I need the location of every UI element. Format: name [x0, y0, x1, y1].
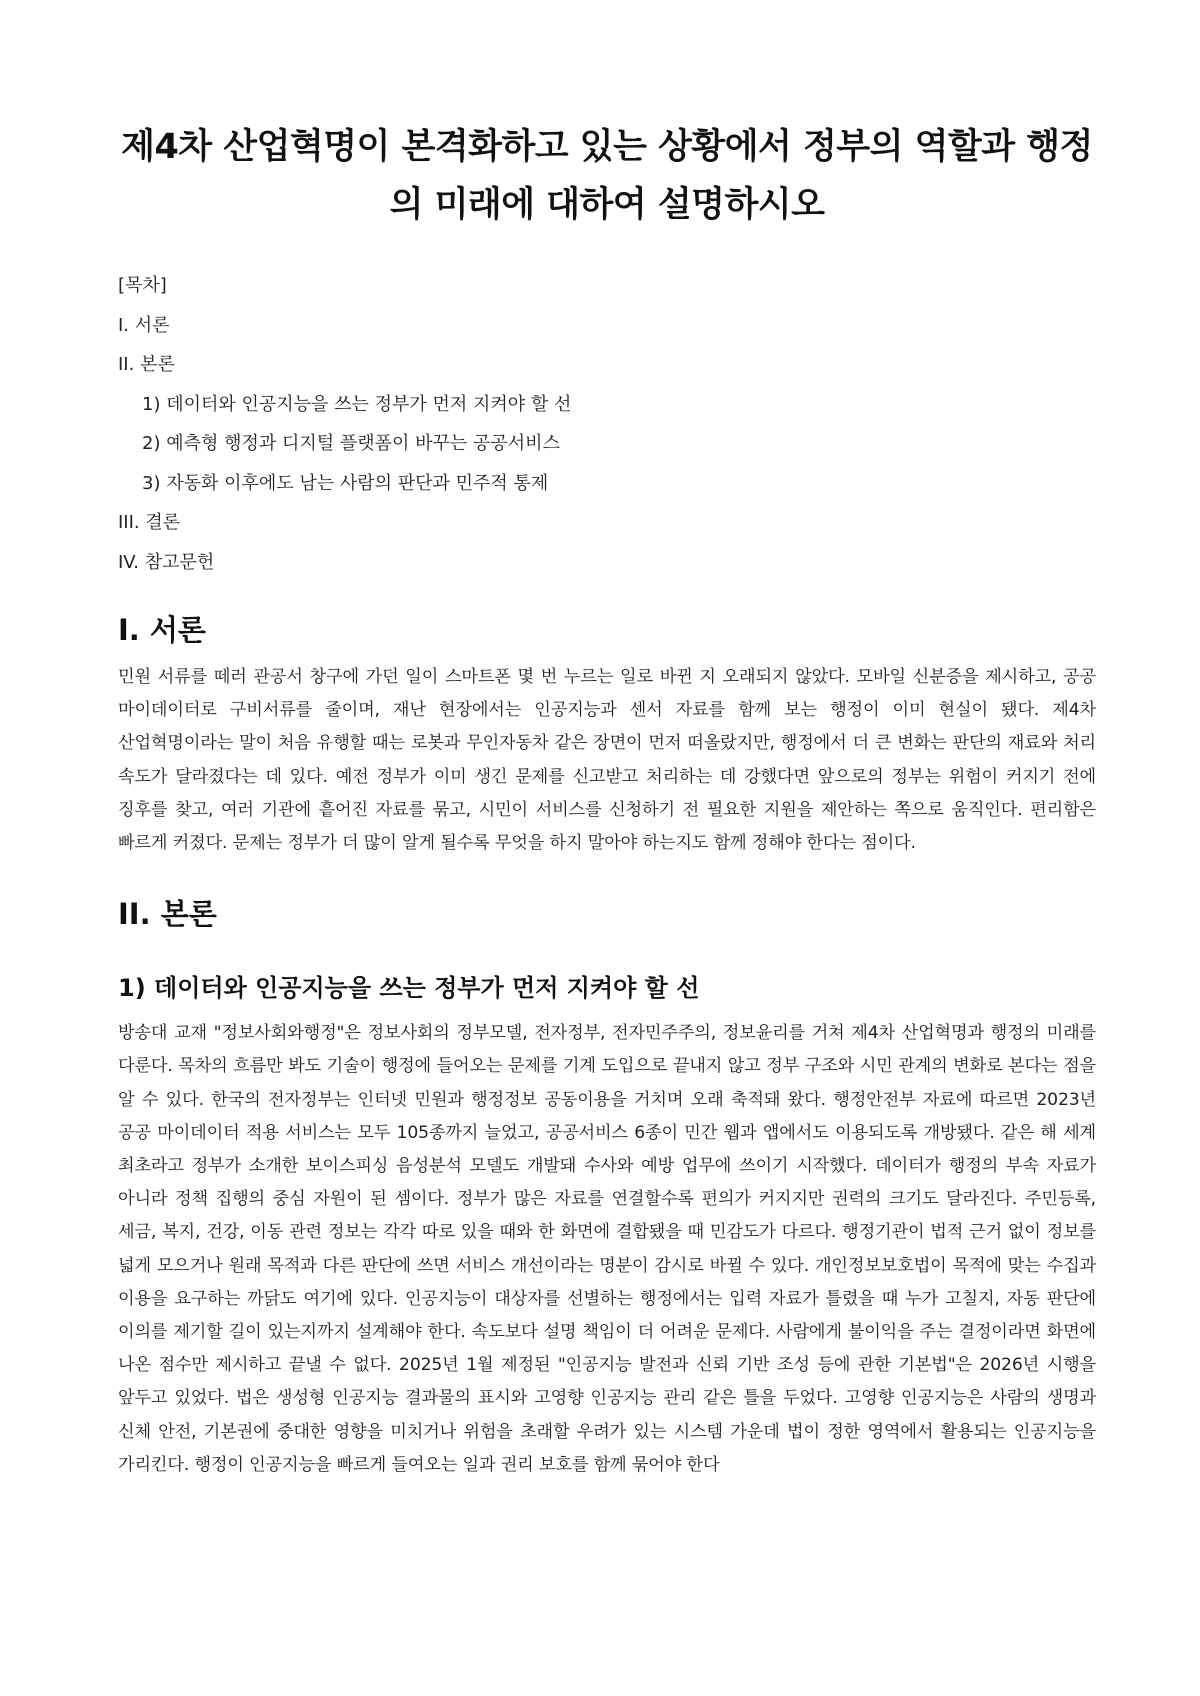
toc-heading: [목차] [118, 275, 167, 296]
toc-subitem: 2) 예측형 행정과 디지털 플랫폼이 바꾸는 공공서비스 [142, 433, 560, 454]
toc-item: II. 본론 [118, 354, 175, 375]
section-heading-body: II. 본론 [118, 897, 217, 932]
toc-item: I. 서론 [118, 314, 170, 336]
section-heading-introduction: I. 서론 [118, 613, 206, 647]
toc-item: IV. 참고문헌 [118, 551, 215, 573]
introduction-paragraph: 민원 서류를 떼러 관공서 창구에 가던 일이 스마트폰 몇 번 누르는 일로 바뀐 지 오래되지 않았다. 모바일 신분증을 제시하고, 공공 마이데이터로 구비서류를 줄이며, 재난 현장에서는 인공지능과 센서 자료를 함께 보는 행정이 이미 현실이 됐다. 제4차 산업혁명이라는 말이 처음 유행할 때는 로봇과 무인자동차 같은 장면이 먼저 떠올랐지만, 행정에서 더 큰 변화는 판단의 재료와 처리 속도가 달라졌다는 데 있다. 예전 정부가 이미 생긴 문제를 신고받고 처리하는 데 강했다면 앞으로의 정부는 위험이 커지기 전에 징후를 찾고, 여러 기관에 흩어진 자료를 묶고, 시민이 서비스를 신청하기 전 필요한 지원을 제안하는 쪽으로 움직인다. 편리함은 빠르게 커졌다. 문제는 정부가 더 많이 알게 될수록 무엇을 하지 말아야 하는지도 함께 정해야 한다는 점이다. [118, 667, 1096, 854]
document-title: 제4차 산업혁명이 본격화하고 있는 상황에서 정부의 역할과 행정의 미래에 대하여 설명하시오 [121, 127, 1093, 225]
subsection-heading-1: 1) 데이터와 인공지능을 쓰는 정부가 먼저 지켜야 할 선 [118, 974, 700, 1003]
toc-item: III. 결론 [118, 512, 181, 533]
toc-subitem: 3) 자동화 이후에도 남는 사람의 판단과 민주적 통제 [142, 472, 549, 494]
table-of-contents [118, 266, 1096, 582]
subsection-1-paragraph: 방송대 교재 "정보사회와행정"은 정보사회의 정부모델, 전자정부, 전자민주주의, 정보윤리를 거쳐 제4차 산업혁명과 행정의 미래를 다룬다. 목차의 흐름만 봐도 기술이 행정에 들어오는 문제를 기계 도입으로 끝내지 않고 정부 구조와 시민 관계의 변화로 본다는 점을 알 수 있다. 한국의 전자정부는 인터넷 민원과 행정정보 공동이용을 거치며 오래 축적돼 왔다. 행정안전부 자료에 따르면 2023년 공공 마이데이터 적용 서비스는 모두 105종까지 늘었고, 공공서비스 6종이 민간 웹과 앱에서도 이용되도록 개방됐다. 같은 해 세계 최초라고 정부가 소개한 보이스피싱 음성분석 모델도 개발돼 수사와 예방 업무에 쓰이기 시작했다. 데이터가 행정의 부속 자료가 아니라 정책 집행의 중심 자원이 된 셈이다. 정부가 많은 자료를 연결할수록 편의가 커지지만 권력의 크기도 달라진다. 주민등록, 세금, 복지, 건강, 이동 관련 정보는 각각 따로 있을 때와 한 화면에 결합됐을 때 민감도가 다르다. 행정기관이 법적 근거 없이 정보를 넓게 모으거나 원래 목적과 다른 판단에 쓰면 서비스 개선이라는 명분이 감시로 바뀔 수 있다. 개인정보보호법이 목적에 맞는 수집과 이용을 요구하는 까닭도 여기에 있다. 인공지능이 대상자를 선별하는 행정에서는 입력 자료가 틀렸을 때 누가 고칠지, 자동 판단에 이의를 제기할 길이 있는지까지 설계해야 한다. 속도보다 설명 책임이 더 어려운 문제다. 사람에게 불이익을 주는 결정이라면 화면에 나온 점수만 제시하고 끝낼 수 없다. 2025년 1월 제정된 "인공지능 발전과 신뢰 기반 조성 등에 관한 기본법"은 2026년 시행을 앞두고 있었다. 법은 생성형 인공지능 결과물의 표시와 고영향 인공지능 관리 같은 틀을 두었다. 고영향 인공지능은 사람의 생명과 신체 안전, 기본권에 중대한 영향을 미치거나 위험을 초래할 우려가 있는 시스템 가운데 법이 정한 영역에서 활용되는 인공지능을 가리킨다. 행정이 인공지능을 빠르게 들여오는 일과 권리 보호를 함께 묶어야 한다 [118, 1023, 1096, 1475]
document-page [118, 0, 1096, 1482]
toc-subitem: 1) 데이터와 인공지능을 쓰는 정부가 먼저 지켜야 할 선 [142, 393, 572, 415]
